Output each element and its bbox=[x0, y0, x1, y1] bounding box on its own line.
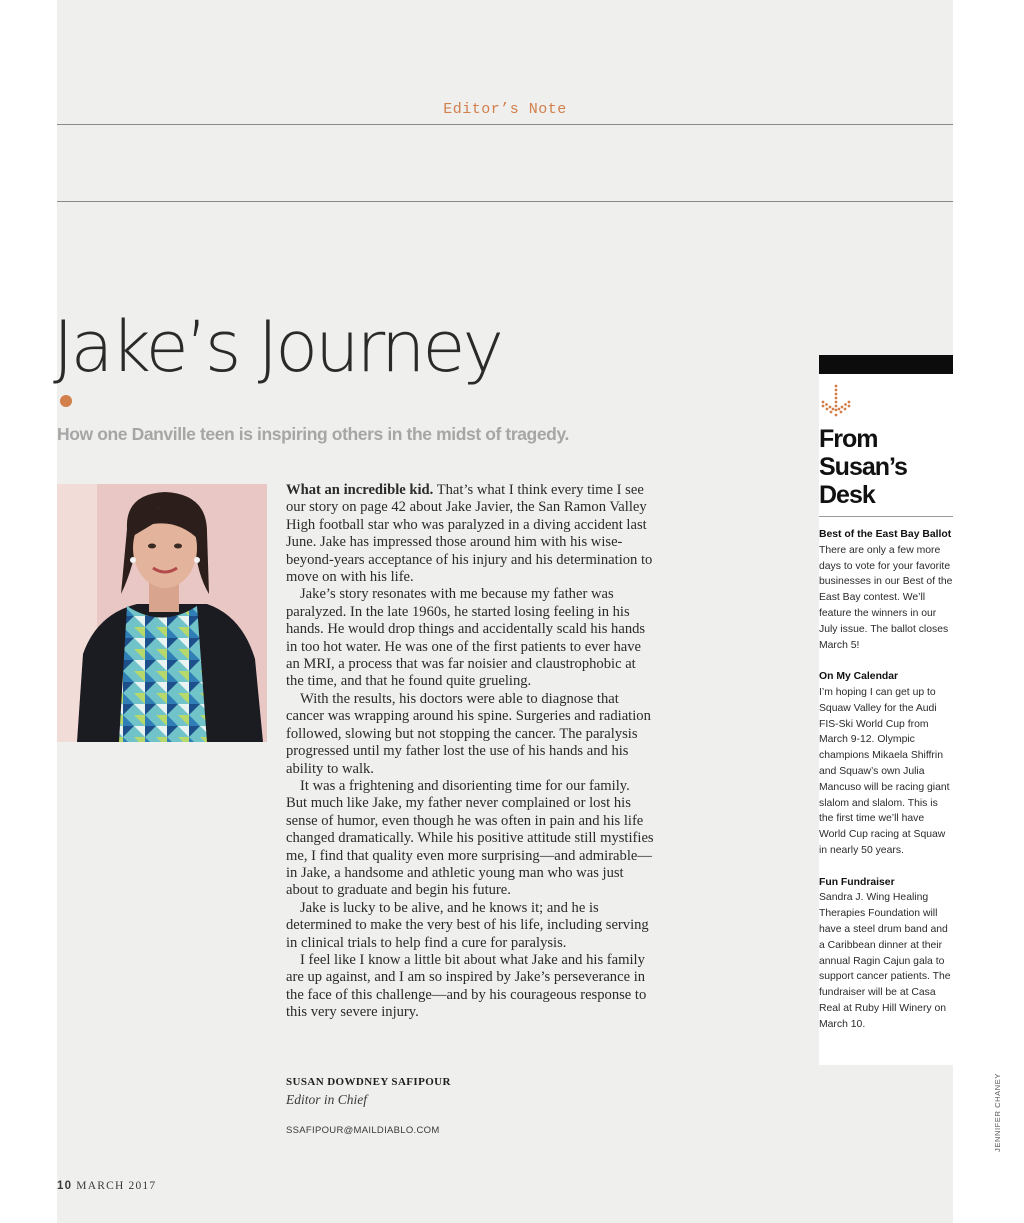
lead-bold: What an incredible kid. bbox=[286, 482, 434, 498]
page-folio bbox=[57, 1180, 156, 1192]
body-paragraph: It was a frightening and disorienting time for our family. But much like Jake, my father never complained or lost his sense of humor, even though he was often in pain and his life changed dramatically. While his positive attitude still mystifies me, I find that quality even more surprising—and admirable—in Jake, a handsome and athletic young man who was just about to graduate and begin his future. bbox=[286, 777, 654, 899]
body-paragraph: Jake is lucky to be alive, and he knows it; and he is determined to make the very best of his life, including serving in clinical trials to help find a cure for paralysis. bbox=[286, 899, 649, 951]
body-paragraph: Jake’s story resonates with me because my father was paralyzed. In the late 1960s, he started losing feeling in his hands. He would drop things and accidentally scald his hands in too hot water. He was one of the first patients to ever have an MRI, a process that was far noisier and claustrophobic at the time, and that he found quite grueling. bbox=[286, 586, 646, 690]
sidebar-rule bbox=[819, 516, 953, 517]
sidebar-item-heading: Fun Fundraiser bbox=[819, 876, 895, 888]
sidebar-item bbox=[819, 669, 953, 859]
article-headline: Jake’s Journey bbox=[53, 306, 501, 388]
magazine-page bbox=[53, 0, 953, 1223]
sidebar-item bbox=[819, 875, 953, 1033]
sidebar-item-text: There are only a few more days to vote for your favorite businesses in our Best of the East Bay contest. We’ll feature the winners in our July issue. The ballot closes March 5! bbox=[819, 544, 953, 651]
dotted-down-arrow-icon bbox=[820, 384, 852, 423]
issue-date: MARCH 2017 bbox=[76, 1180, 157, 1192]
sidebar-top-bar bbox=[819, 355, 953, 374]
sidebar-item-heading: On My Calendar bbox=[819, 671, 899, 683]
header-rule-bottom bbox=[57, 201, 953, 202]
photo-credit: JENNIFER CHANEY bbox=[993, 1072, 1002, 1152]
sidebar-items bbox=[819, 527, 953, 1048]
body-paragraph: I feel like I know a little bit about what Jake and his family are up against, and I am so inspired by Jake’s perseverance in the face of this challenge—and by his courageous response to this very severe injury. bbox=[286, 951, 647, 1021]
sidebar-item-text: Sandra J. Wing Healing Therapies Foundation will have a steel drum band and a Caribbean dinner at their annual Ragin Cajun gala to support cancer patients. The fundraiser will be at Casa Real at Ruby Hill Winery on March 10. bbox=[819, 892, 951, 1030]
body-paragraph: With the results, his doctors were able to diagnose that cancer was wrapping around his spine. Surgeries and radiation followed, slowing but not stopping the cancer. The paralysis progressed until my father lost the use of his hands and his ability to walk. bbox=[286, 690, 651, 777]
article-dek: How one Danville teen is inspiring others in the midst of tragedy. bbox=[57, 424, 569, 444]
section-label: Editor’s Note bbox=[443, 101, 567, 118]
sidebar-item bbox=[819, 527, 953, 653]
sidebar-title: From Susan’s Desk bbox=[819, 425, 907, 509]
signature-name: SUSAN DOWDNEY SAFIPOUR bbox=[286, 1076, 451, 1088]
accent-dot bbox=[60, 395, 72, 407]
page-number: 10 bbox=[57, 1180, 73, 1192]
article-body bbox=[286, 482, 654, 1022]
lead-text: That’s what I think every time I see our story on page 42 about Jake Javier, the San Ramon Valley High football star who was paralyzed in a diving accident last June. Jake has impressed those around him with his wise-beyond-years acceptance of his injury and his determination to move on with his life. bbox=[286, 482, 653, 586]
sidebar-item-text: I’m hoping I can get up to Squaw Valley for the Audi FIS-Ski World Cup from March 9-12. Olympic champions Mikaela Shiffrin and Squaw’s own Julia Mancuso will be racing giant slalom and slalom. This is the first time we’ll have World Cup racing at Squaw in nearly 50 years. bbox=[819, 686, 950, 856]
editor-portrait bbox=[57, 484, 267, 742]
sidebar-item-heading: Best of the East Bay Ballot bbox=[819, 529, 952, 540]
sidebar-box bbox=[819, 355, 953, 1065]
header-rule-top bbox=[57, 124, 953, 125]
lead-paragraph bbox=[286, 482, 654, 586]
signature-email[interactable]: SSAFIPOUR@MAILDIABLO.COM bbox=[286, 1125, 440, 1136]
signature-title: Editor in Chief bbox=[286, 1092, 367, 1107]
